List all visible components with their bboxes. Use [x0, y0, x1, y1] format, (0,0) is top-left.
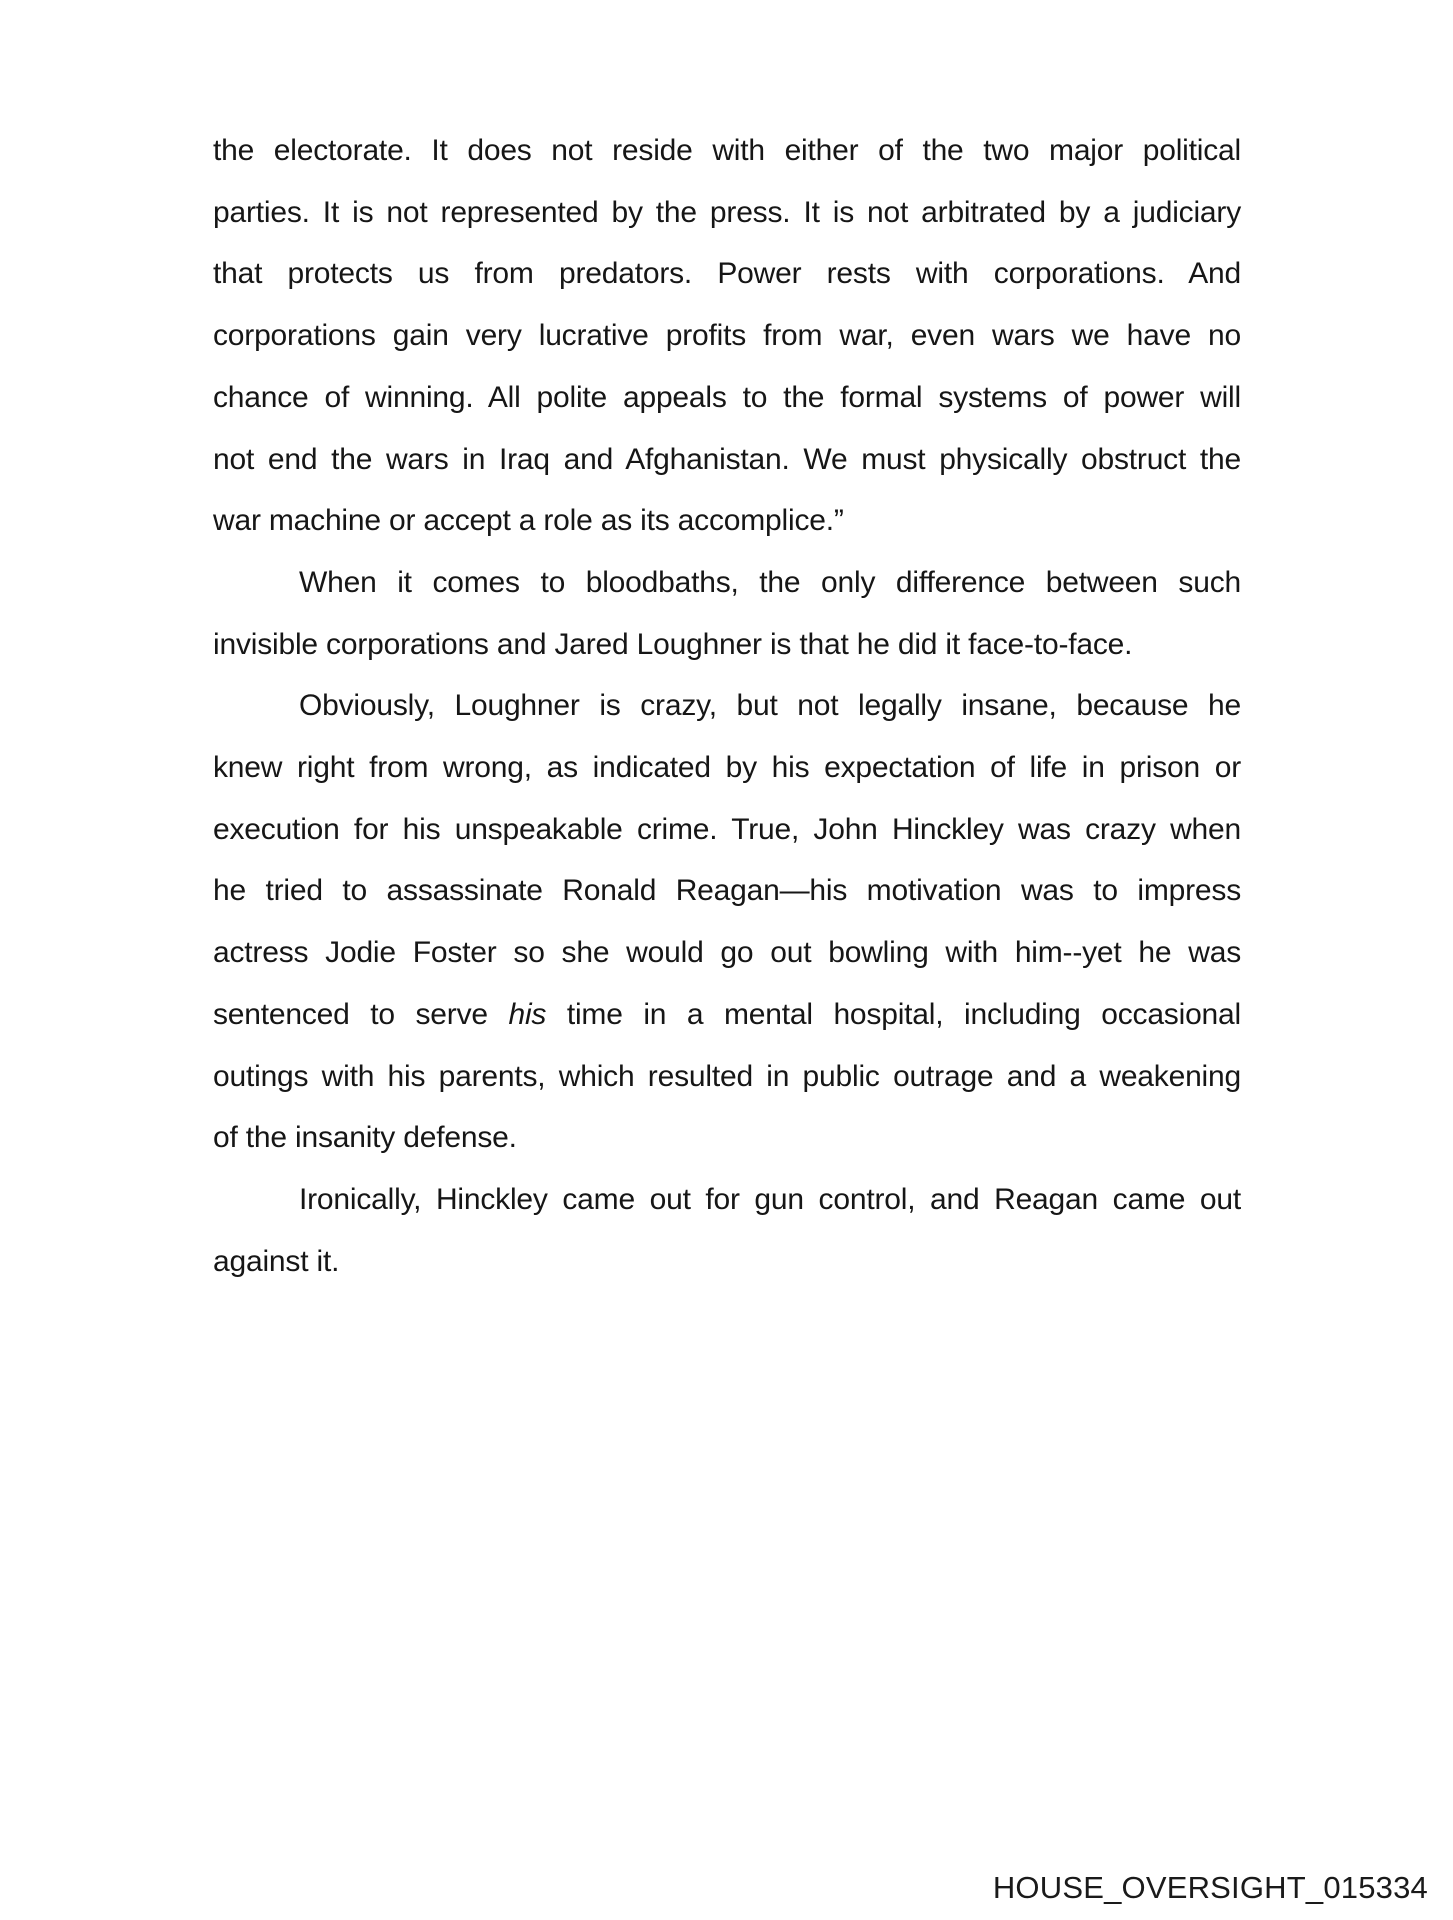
text-line: [213, 984, 1241, 1046]
paragraph: [213, 552, 1241, 675]
text-line: [213, 243, 1241, 305]
text-segment: he tried to assassinate Ronald Reagan—his motivation was to impress: [213, 874, 1241, 908]
text-segment: sentenced to serve: [213, 997, 509, 1031]
text-line: [213, 182, 1241, 244]
text-line: [213, 1169, 1241, 1231]
text-segment: that protects us from predators. Power rests with corporations. And: [213, 257, 1241, 291]
text-segment: execution for his unspeakable crime. True, John Hinckley was crazy when: [213, 812, 1241, 846]
text-line: [213, 1046, 1241, 1108]
text-segment: invisible corporations and Jared Loughner is that he did it face-to-face.: [213, 627, 1133, 661]
bates-number: HOUSE_OVERSIGHT_015334: [992, 1870, 1428, 1905]
text-segment: time in a mental hospital, including occasional: [546, 997, 1241, 1031]
text-segment: corporations gain very lucrative profits from war, even wars we have no: [213, 319, 1241, 353]
document-text: [213, 120, 1241, 1292]
text-line: [213, 1107, 1241, 1169]
text-segment: outings with his parents, which resulted in public outrage and a weakening: [213, 1059, 1241, 1093]
text-line: [213, 675, 1241, 737]
text-line: [213, 367, 1241, 429]
paragraph: [213, 1169, 1241, 1292]
text-segment: When it comes to bloodbaths, the only difference between such: [299, 565, 1241, 599]
text-line: [213, 614, 1241, 676]
text-segment: chance of winning. All polite appeals to the formal systems of power will: [213, 380, 1241, 414]
italic-text-segment: his: [508, 997, 547, 1031]
text-segment: against it.: [213, 1244, 340, 1278]
text-segment: not end the wars in Iraq and Afghanistan. We must physically obstruct the: [213, 442, 1241, 476]
text-line: [213, 922, 1241, 984]
paragraph: [213, 120, 1241, 552]
text-line: [213, 429, 1241, 491]
text-line: [213, 305, 1241, 367]
paragraph: [213, 675, 1241, 1169]
text-line: [213, 120, 1241, 182]
text-line: [213, 799, 1241, 861]
text-line: [213, 552, 1241, 614]
text-line: [213, 737, 1241, 799]
text-segment: war machine or accept a role as its accomplice.”: [213, 504, 844, 538]
text-line: [213, 860, 1241, 922]
text-segment: parties. It is not represented by the press. It is not arbitrated by a judiciary: [213, 195, 1241, 229]
text-segment: Ironically, Hinckley came out for gun control, and Reagan came out: [299, 1182, 1241, 1216]
text-line: [213, 490, 1241, 552]
text-segment: Obviously, Loughner is crazy, but not legally insane, because he: [299, 689, 1241, 723]
text-segment: knew right from wrong, as indicated by his expectation of life in prison or: [213, 751, 1241, 785]
text-line: [213, 1231, 1241, 1293]
text-segment: the electorate. It does not reside with either of the two major political: [213, 134, 1241, 167]
text-segment: of the insanity defense.: [213, 1121, 517, 1155]
text-segment: actress Jodie Foster so she would go out bowling with him--yet he was: [213, 936, 1241, 970]
